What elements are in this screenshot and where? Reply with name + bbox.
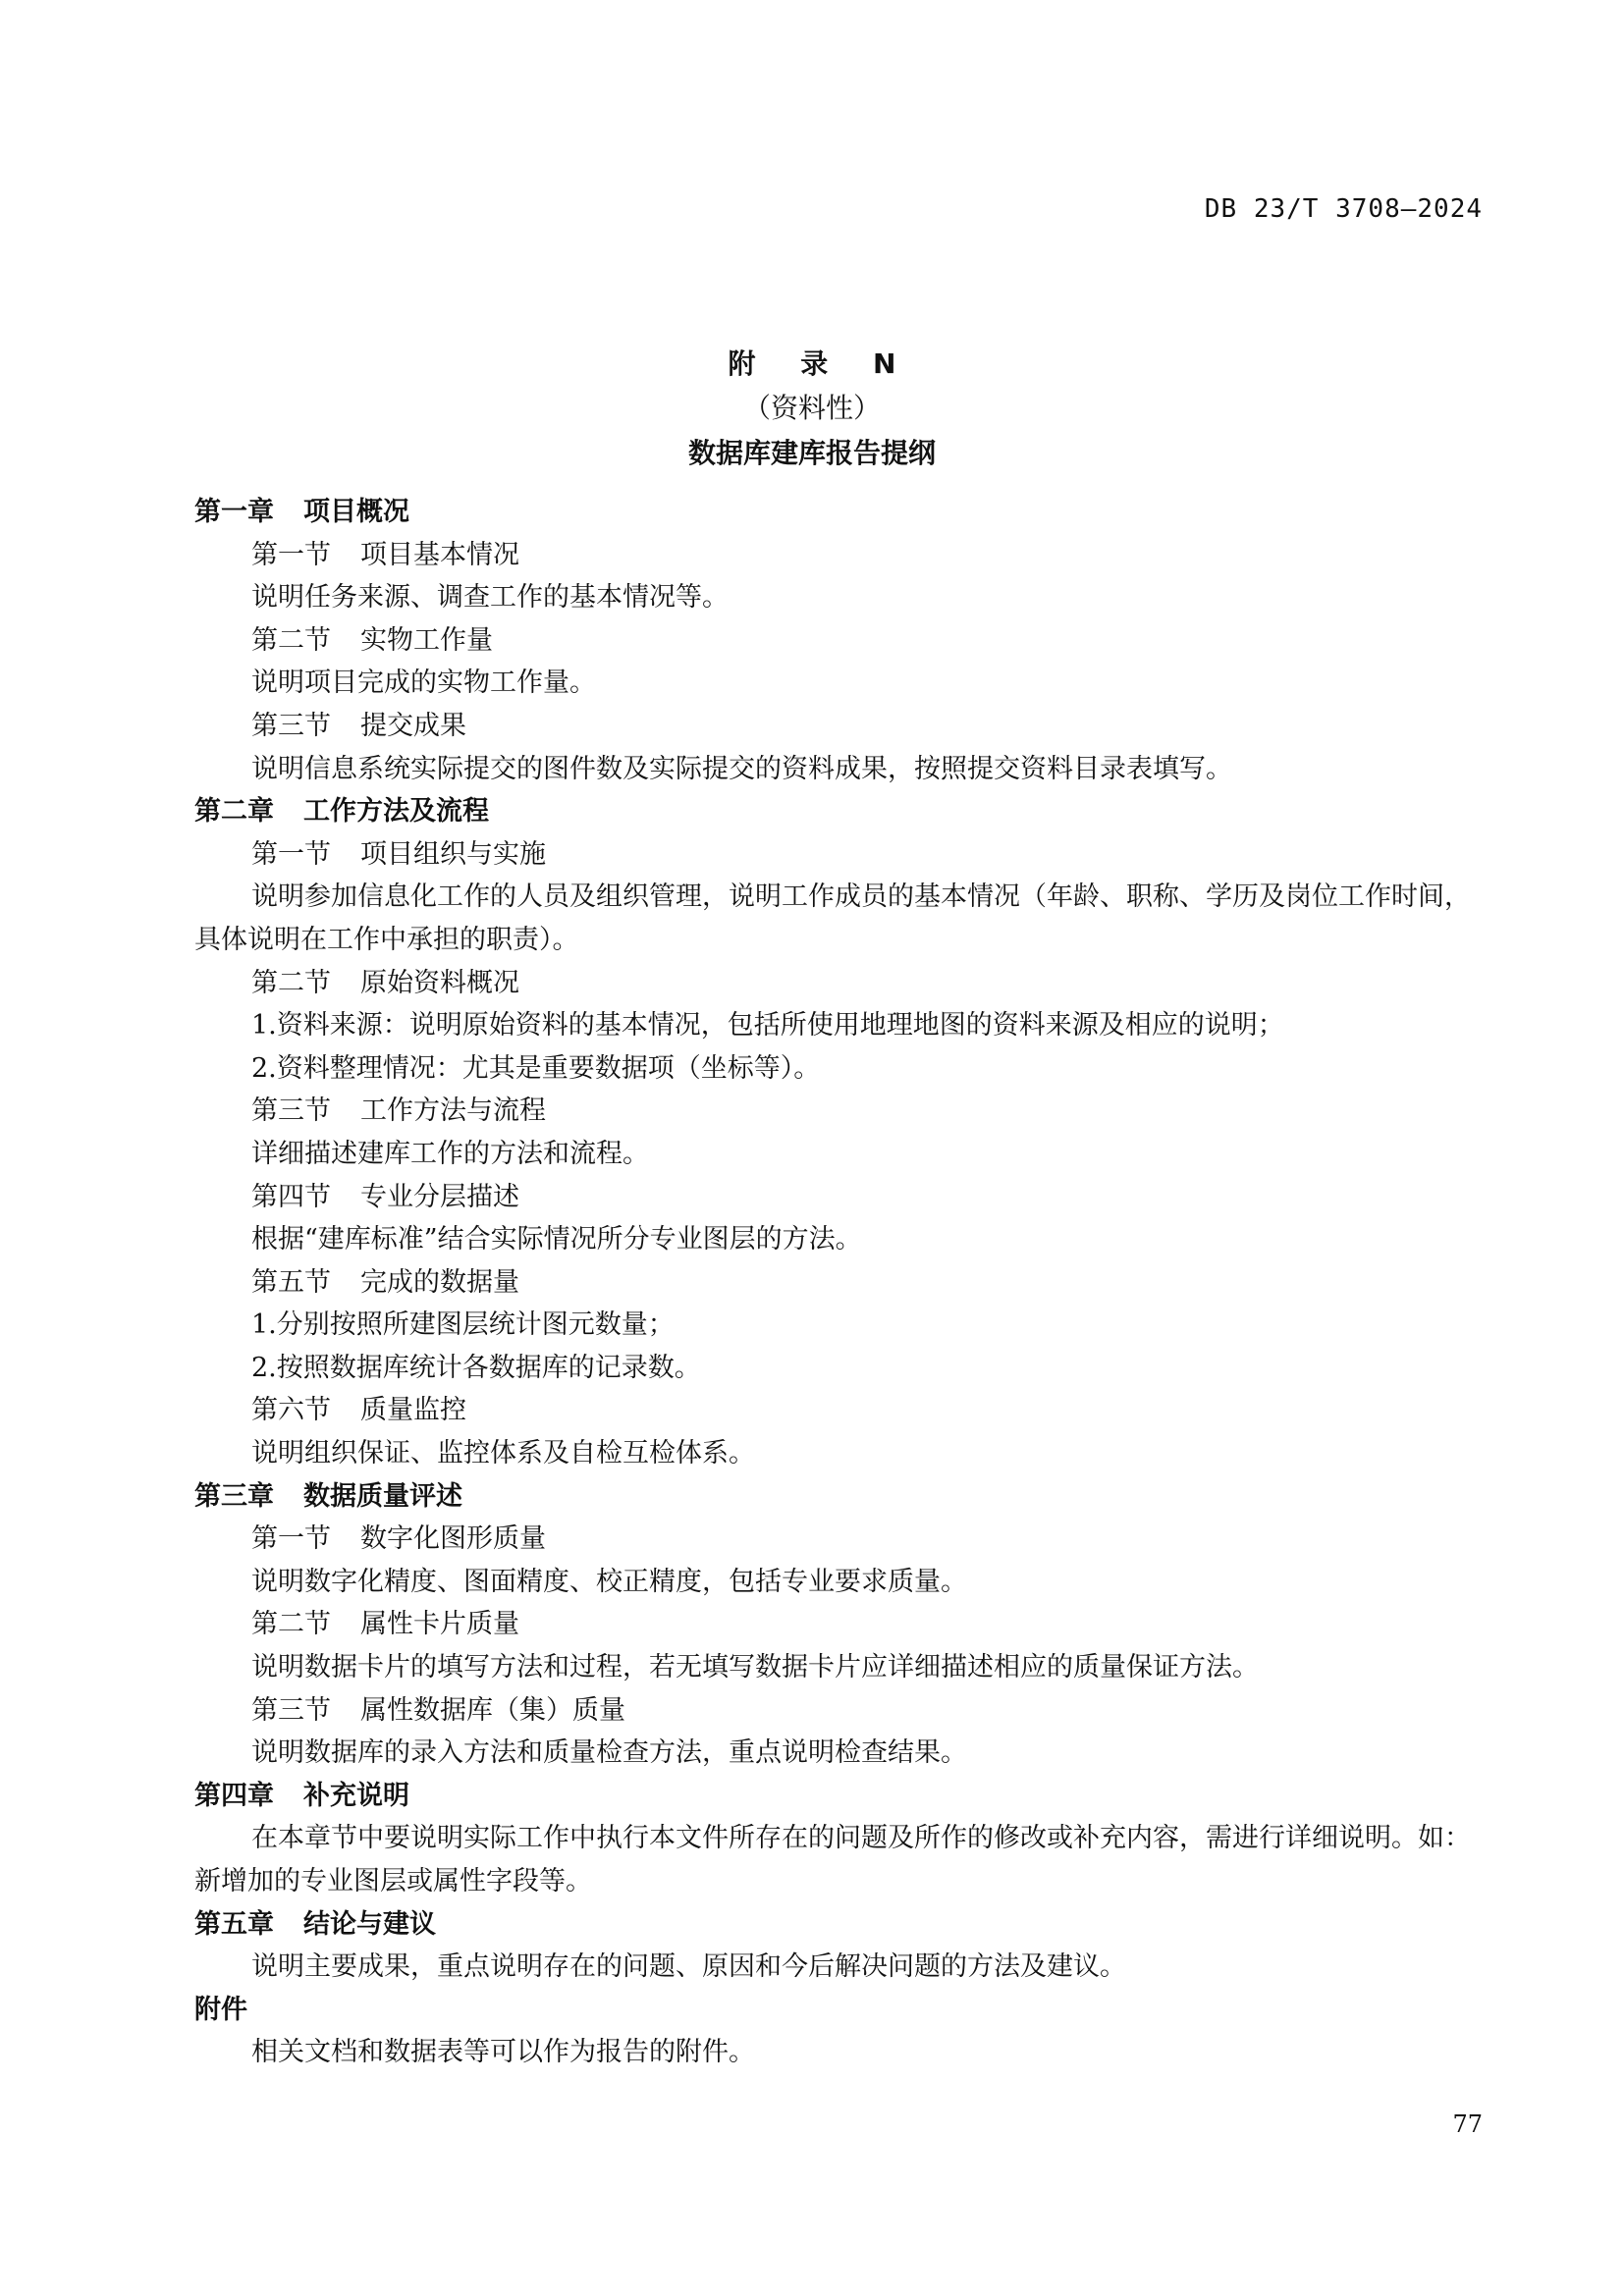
section-heading: 第五节 完成的数据量 [251, 1266, 519, 1298]
page-number: 77 [1452, 2110, 1483, 2138]
section-heading: 第一节 项目组织与实施 [251, 838, 546, 870]
list-item: 1.资料来源：说明原始资料的基本情况，包括所使用地理地图的资料来源及相应的说明； [251, 1010, 1284, 1041]
list-item: 2.按照数据库统计各数据库的记录数。 [251, 1352, 701, 1383]
paragraph: 说明数字化精度、图面精度、校正精度，包括专业要求质量。 [251, 1566, 967, 1597]
section-heading: 第四节 专业分层描述 [251, 1181, 519, 1212]
paragraph: 相关文档和数据表等可以作为报告的附件。 [251, 2037, 755, 2068]
annex-title-block [0, 342, 1624, 477]
annex-type: （资料性） [742, 392, 881, 424]
list-item: 2.资料整理情况：尤其是重要数据项（坐标等）。 [251, 1052, 821, 1084]
document-code: DB 23/T 3708—2024 [1204, 194, 1483, 224]
paragraph: 说明数据卡片的填写方法和过程，若无填写数据卡片应详细描述相应的质量保证方法。 [251, 1652, 1259, 1683]
section-heading: 第二节 实物工作量 [251, 624, 493, 656]
paragraph: 在本章节中要说明实际工作中执行本文件所存在的问题及所作的修改或补充内容，需进行详细说明。如：新增加的专业图层或属性字段等。 [194, 1823, 1471, 1896]
chapter-heading: 第三章 数据质量评述 [194, 1480, 462, 1512]
section-heading: 第三节 提交成果 [251, 710, 466, 741]
section-heading: 第三节 工作方法与流程 [251, 1095, 546, 1127]
section-heading: 第一节 项目基本情况 [251, 539, 519, 570]
outline-content [194, 491, 1485, 2074]
paragraph: 详细描述建库工作的方法和流程。 [251, 1138, 649, 1169]
paragraph: 说明组织保证、监控体系及自检互检体系。 [251, 1438, 755, 1469]
section-heading: 第三节 属性数据库（集）质量 [251, 1694, 625, 1726]
annex-title: 附 录 N [728, 347, 914, 380]
chapter-heading: 第五章 结论与建议 [194, 1908, 436, 1940]
section-heading: 第二节 原始资料概况 [251, 967, 519, 998]
annex-name: 数据库建库报告提纲 [687, 437, 936, 469]
paragraph: 说明参加信息化工作的人员及组织管理，说明工作成员的基本情况（年龄、职称、学历及岗位工作时间，具体说明在工作中承担的职责）。 [194, 881, 1471, 955]
list-item: 1.分别按照所建图层统计图元数量； [251, 1309, 675, 1341]
section-heading: 第六节 质量监控 [251, 1395, 466, 1426]
chapter-heading: 第二章 工作方法及流程 [194, 796, 489, 828]
section-heading: 第一节 数字化图形质量 [251, 1523, 546, 1555]
attachment-heading: 附件 [194, 1994, 247, 2025]
chapter-heading: 第四章 补充说明 [194, 1780, 409, 1811]
paragraph: 说明数据库的录入方法和质量检查方法，重点说明检查结果。 [251, 1737, 967, 1769]
paragraph: 说明任务来源、调查工作的基本情况等。 [251, 582, 729, 614]
paragraph: 根据“建库标准”结合实际情况所分专业图层的方法。 [251, 1224, 862, 1255]
paragraph: 说明项目完成的实物工作量。 [251, 667, 596, 699]
paragraph: 说明主要成果，重点说明存在的问题、原因和今后解决问题的方法及建议。 [251, 1951, 1126, 1983]
section-heading: 第二节 属性卡片质量 [251, 1609, 519, 1640]
chapter-heading: 第一章 项目概况 [194, 497, 409, 527]
paragraph: 说明信息系统实际提交的图件数及实际提交的资料成果，按照提交资料目录表填写。 [251, 753, 1232, 784]
